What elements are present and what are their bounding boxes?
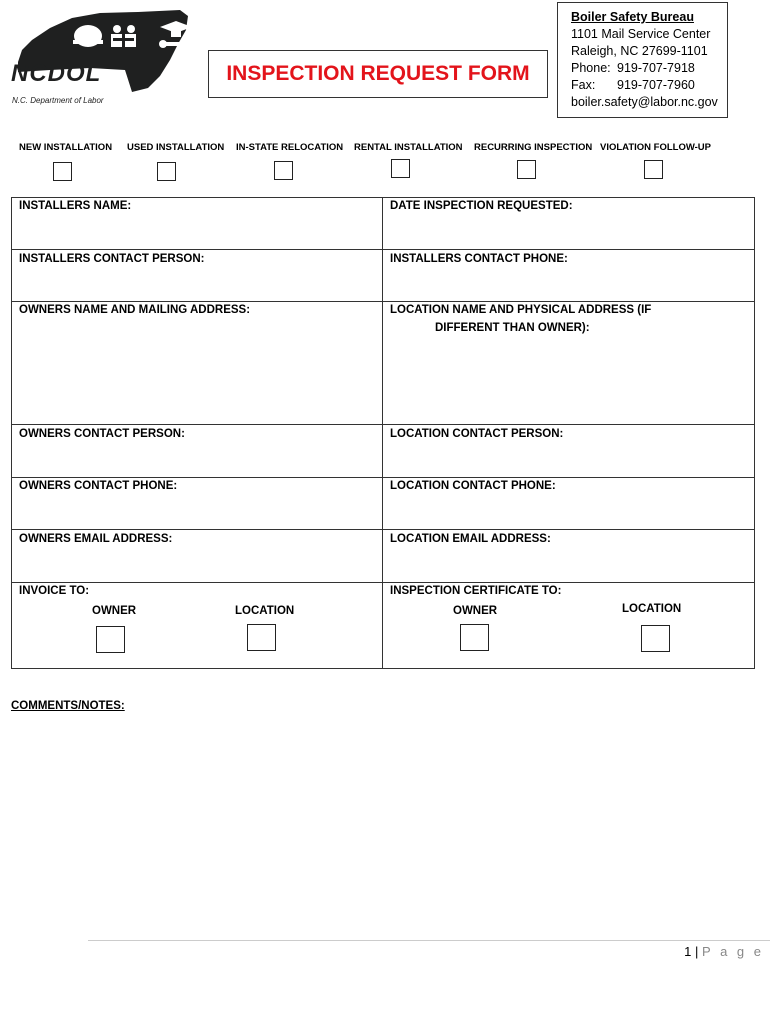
- bureau-contact-box: [557, 2, 728, 118]
- page-separator: |: [695, 944, 699, 959]
- page-label: P a g e: [702, 944, 764, 959]
- fax-value: 919-707-7960: [617, 78, 695, 92]
- phone-value: 919-707-7918: [617, 61, 695, 75]
- grid-row-line: [11, 301, 755, 302]
- installers-contact-person-field[interactable]: INSTALLERS CONTACT PERSON:: [19, 253, 205, 265]
- option-in-state-relocation-label: IN-STATE RELOCATION: [236, 142, 344, 153]
- location-contact-person-field[interactable]: LOCATION CONTACT PERSON:: [390, 428, 564, 440]
- option-used-installation-label: USED INSTALLATION: [127, 142, 225, 153]
- ncdol-logo: [10, 10, 195, 95]
- footer-divider: [88, 940, 770, 941]
- grid-divider: [382, 197, 383, 669]
- installers-contact-phone-field[interactable]: INSTALLERS CONTACT PHONE:: [390, 253, 568, 265]
- bureau-name: Boiler Safety Bureau: [571, 10, 694, 24]
- checkbox-certificate-owner[interactable]: [460, 624, 489, 651]
- option-violation-follow-up-label: VIOLATION FOLLOW-UP: [600, 142, 711, 153]
- invoice-location-label: LOCATION: [235, 605, 295, 617]
- bureau-address-line2: Raleigh, NC 27699-1101: [571, 44, 708, 58]
- checkbox-invoice-owner[interactable]: [96, 626, 125, 653]
- page-footer: [684, 944, 764, 959]
- owners-contact-person-field[interactable]: OWNERS CONTACT PERSON:: [19, 428, 185, 440]
- invoice-to-label: INVOICE TO:: [19, 585, 90, 597]
- form-title-box: [208, 50, 548, 98]
- location-name-address-field-line2: DIFFERENT THAN OWNER):: [435, 322, 590, 334]
- checkbox-in-state-relocation[interactable]: [274, 161, 293, 180]
- page-number: 1: [684, 944, 692, 959]
- location-email-field[interactable]: LOCATION EMAIL ADDRESS:: [390, 533, 551, 545]
- certificate-location-label: LOCATION: [622, 603, 682, 615]
- checkbox-violation-follow-up[interactable]: [644, 160, 663, 179]
- location-contact-phone-field[interactable]: LOCATION CONTACT PHONE:: [390, 480, 556, 492]
- owners-email-field[interactable]: OWNERS EMAIL ADDRESS:: [19, 533, 173, 545]
- fax-label: Fax:: [571, 78, 596, 92]
- grid-row-line: [11, 249, 755, 250]
- checkbox-rental-installation[interactable]: [391, 159, 410, 178]
- date-requested-field[interactable]: DATE INSPECTION REQUESTED:: [390, 200, 573, 212]
- owners-name-address-field[interactable]: OWNERS NAME AND MAILING ADDRESS:: [19, 304, 251, 316]
- logo-text: NCDOL: [11, 60, 102, 87]
- certificate-owner-label: OWNER: [453, 605, 498, 617]
- checkbox-invoice-location[interactable]: [247, 624, 276, 651]
- bureau-fax-row: [571, 77, 727, 94]
- grid-row-line: [11, 424, 755, 425]
- checkbox-recurring-inspection[interactable]: [517, 160, 536, 179]
- bureau-email: boiler.safety@labor.nc.gov: [571, 95, 718, 109]
- grid-row-line: [11, 582, 755, 583]
- owners-contact-phone-field[interactable]: OWNERS CONTACT PHONE:: [19, 480, 178, 492]
- option-rental-installation-label: RENTAL INSTALLATION: [354, 142, 463, 153]
- logo-subtitle: N.C. Department of Labor: [12, 96, 104, 105]
- location-name-address-field[interactable]: LOCATION NAME AND PHYSICAL ADDRESS (IF: [390, 304, 652, 316]
- checkbox-certificate-location[interactable]: [641, 625, 670, 652]
- bureau-phone-row: [571, 60, 727, 77]
- bureau-address-line1: 1101 Mail Service Center: [571, 27, 711, 41]
- certificate-to-label: INSPECTION CERTIFICATE TO:: [390, 585, 562, 597]
- option-recurring-inspection-label: RECURRING INSPECTION: [474, 142, 593, 153]
- comments-area[interactable]: [11, 718, 755, 928]
- checkbox-new-installation[interactable]: [53, 162, 72, 181]
- form-title: INSPECTION REQUEST FORM: [226, 62, 530, 85]
- comments-label: COMMENTS/NOTES:: [11, 700, 125, 712]
- checkbox-used-installation[interactable]: [157, 162, 176, 181]
- option-new-installation-label: NEW INSTALLATION: [19, 142, 113, 153]
- installers-name-field[interactable]: INSTALLERS NAME:: [19, 200, 132, 212]
- phone-label: Phone:: [571, 61, 611, 75]
- grid-row-line: [11, 529, 755, 530]
- invoice-owner-label: OWNER: [92, 605, 137, 617]
- grid-row-line: [11, 477, 755, 478]
